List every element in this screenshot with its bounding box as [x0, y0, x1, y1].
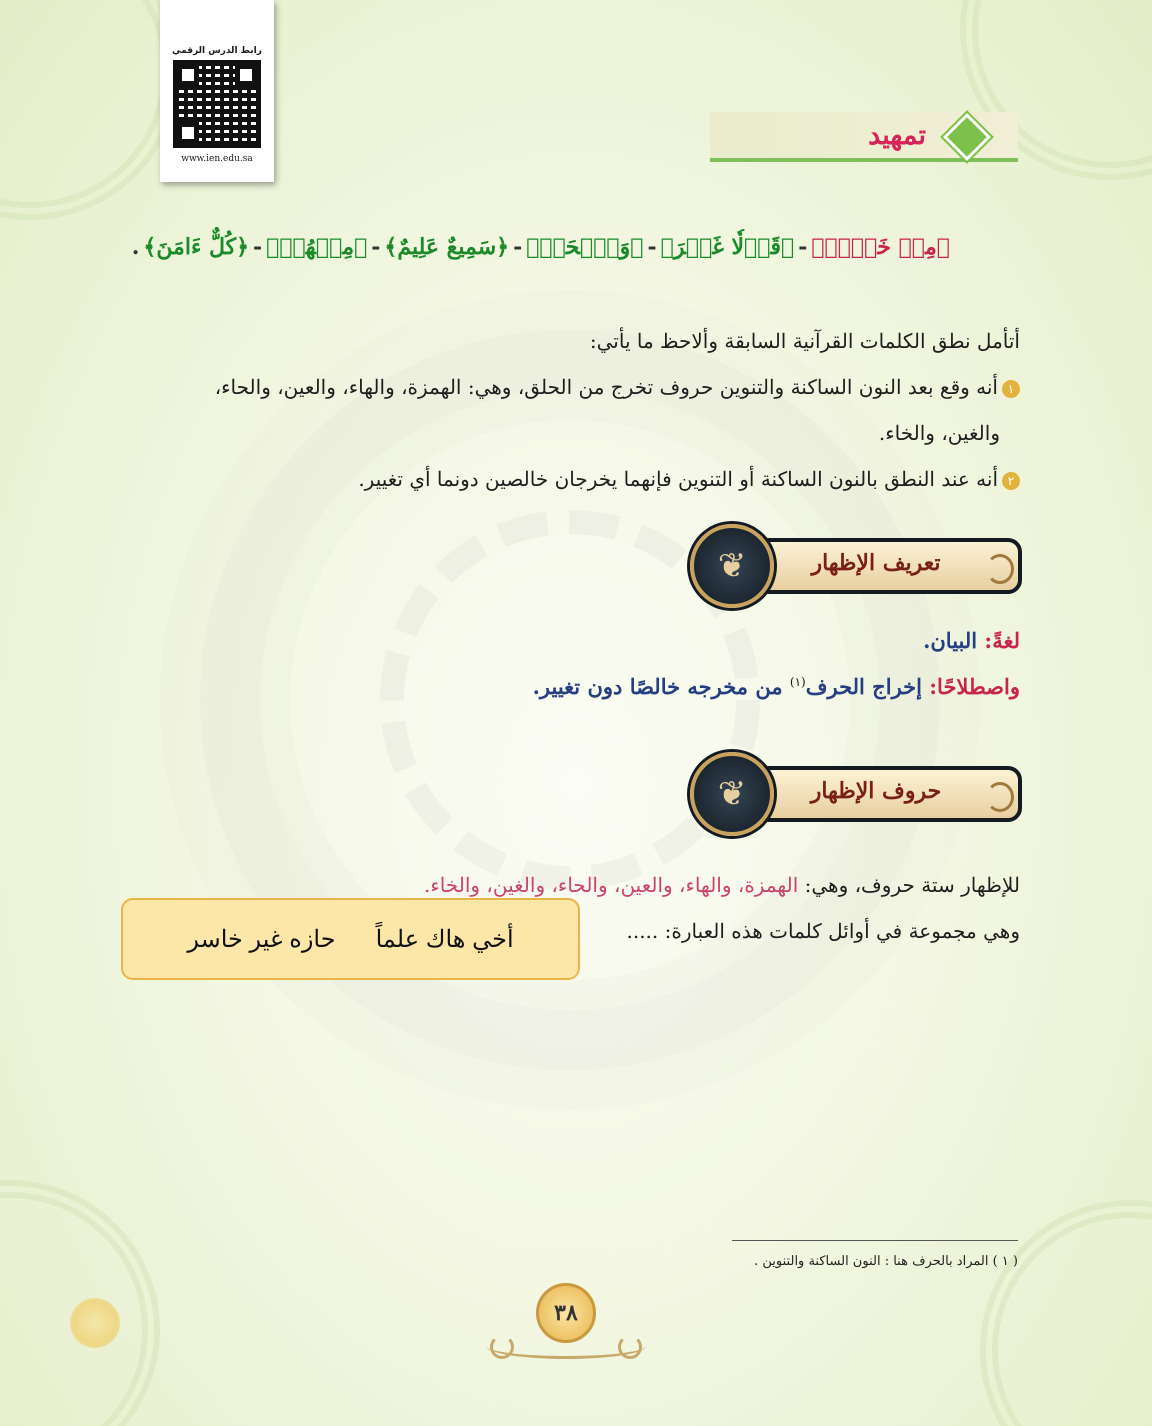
quran-word: ﴿مِنۡ خَيۡرٖ﴾ — [811, 234, 950, 260]
banner-medal — [690, 752, 774, 836]
observation-point-1-continued: والغين، والخاء. — [878, 421, 1000, 445]
observation-point-2 — [120, 456, 1020, 502]
lugha-label: لغةً — [992, 628, 1020, 653]
quran-separator: - — [253, 234, 263, 260]
quran-word: ﴿سَمِيعٌ عَلِيمٌ﴾ — [384, 234, 510, 260]
grape-leaf-icon: ❦ — [717, 546, 747, 586]
footnote-reference[interactable]: (١) — [789, 675, 806, 689]
grape-leaf-icon: ❦ — [717, 774, 747, 814]
letters-list: الهمزة، والهاء، والعين، والحاء، والغين، والخاء. — [424, 873, 799, 897]
mnemonic-phrase-2: حازه غير خاسر — [187, 925, 336, 953]
quran-separator: - — [513, 234, 523, 260]
point-2-text: أنه عند النطق بالنون الساكنة أو التنوين فإنهما يخرجان خالصين دونما أي تغيير. — [358, 467, 998, 491]
quran-word: ﴿قَوۡلٗا غَيۡرَ﴾ — [660, 234, 795, 260]
letters-line-2: وهي مجموعة في أوائل كلمات هذه العبارة: ..... — [626, 919, 1020, 943]
publisher-logo-icon — [70, 1298, 120, 1348]
definition-lugha: لغةً: البيان. — [923, 628, 1020, 653]
istilah-value-1: إخراج الحرف — [805, 674, 922, 699]
quran-end: . — [131, 234, 140, 260]
letters-prefix: للإظهار ستة حروف، وهي: — [804, 873, 1020, 897]
quran-words-line — [131, 234, 950, 260]
qr-code-icon[interactable] — [173, 60, 261, 148]
quran-word: ﴿مِنۡهُمۡ﴾ — [266, 234, 368, 260]
banner-definition — [666, 524, 1026, 608]
quran-separator: - — [371, 234, 381, 260]
istilah-value-2: من مخرجه خالصًا دون تغيير. — [532, 674, 783, 699]
observation-intro: أتأمل نطق الكلمات القرآنية السابقة وألاحظ ما يأتي: — [589, 329, 1020, 353]
quran-separator: - — [647, 234, 657, 260]
mnemonic-phrase-1: أخي هاك علماً — [375, 925, 514, 953]
decorative-corner-top-left — [0, 0, 180, 220]
diamond-ornament-icon — [943, 113, 991, 161]
decorative-corner-bottom-right — [980, 1200, 1152, 1426]
istilah-label: واصطلاحًا — [937, 674, 1020, 699]
definition-istilah: واصطلاحًا: إخراج الحرف$^{(١)}$ من مخرجه خالصًا دون تغيير. — [532, 674, 1020, 699]
mnemonic-phrase-box[interactable] — [121, 898, 580, 980]
section-header-tamheed — [710, 112, 1018, 162]
quran-separator: - — [798, 234, 808, 260]
banner-title: حروف الإظهار — [810, 778, 942, 804]
banner-title: تعريف الإظهار — [811, 550, 941, 576]
qr-url[interactable]: www.ien.edu.sa — [181, 154, 253, 164]
point-number-badge: ٢ — [1002, 472, 1020, 490]
quran-word: ﴿وَٱنۡحَرۡ﴾ — [526, 234, 644, 260]
banner-letters — [666, 752, 1026, 836]
page-number-ornament — [486, 1283, 646, 1373]
qr-card[interactable] — [160, 0, 274, 182]
quran-word: ﴿كُلٌّ ءَامَنَ﴾ — [143, 234, 249, 260]
section-title: تمهيد — [868, 120, 926, 151]
banner-medal — [690, 524, 774, 608]
point-number-badge: ١ — [1002, 380, 1020, 398]
observation-point-1 — [110, 364, 1020, 410]
footnote-text: ( ١ ) المراد بالحرف هنا : النون الساكنة والتنوين . — [754, 1254, 1018, 1269]
footnote-divider — [732, 1240, 1018, 1241]
lugha-value: البيان. — [923, 628, 978, 653]
point-1-text: أنه وقع بعد النون الساكنة والتنوين حروف تخرج من الحلق، وهي: الهمزة، والهاء، والعين، والحاء، — [214, 375, 998, 399]
qr-label: رابط الدرس الرقمي — [172, 46, 262, 56]
page-number: ٣٨ — [536, 1283, 596, 1343]
